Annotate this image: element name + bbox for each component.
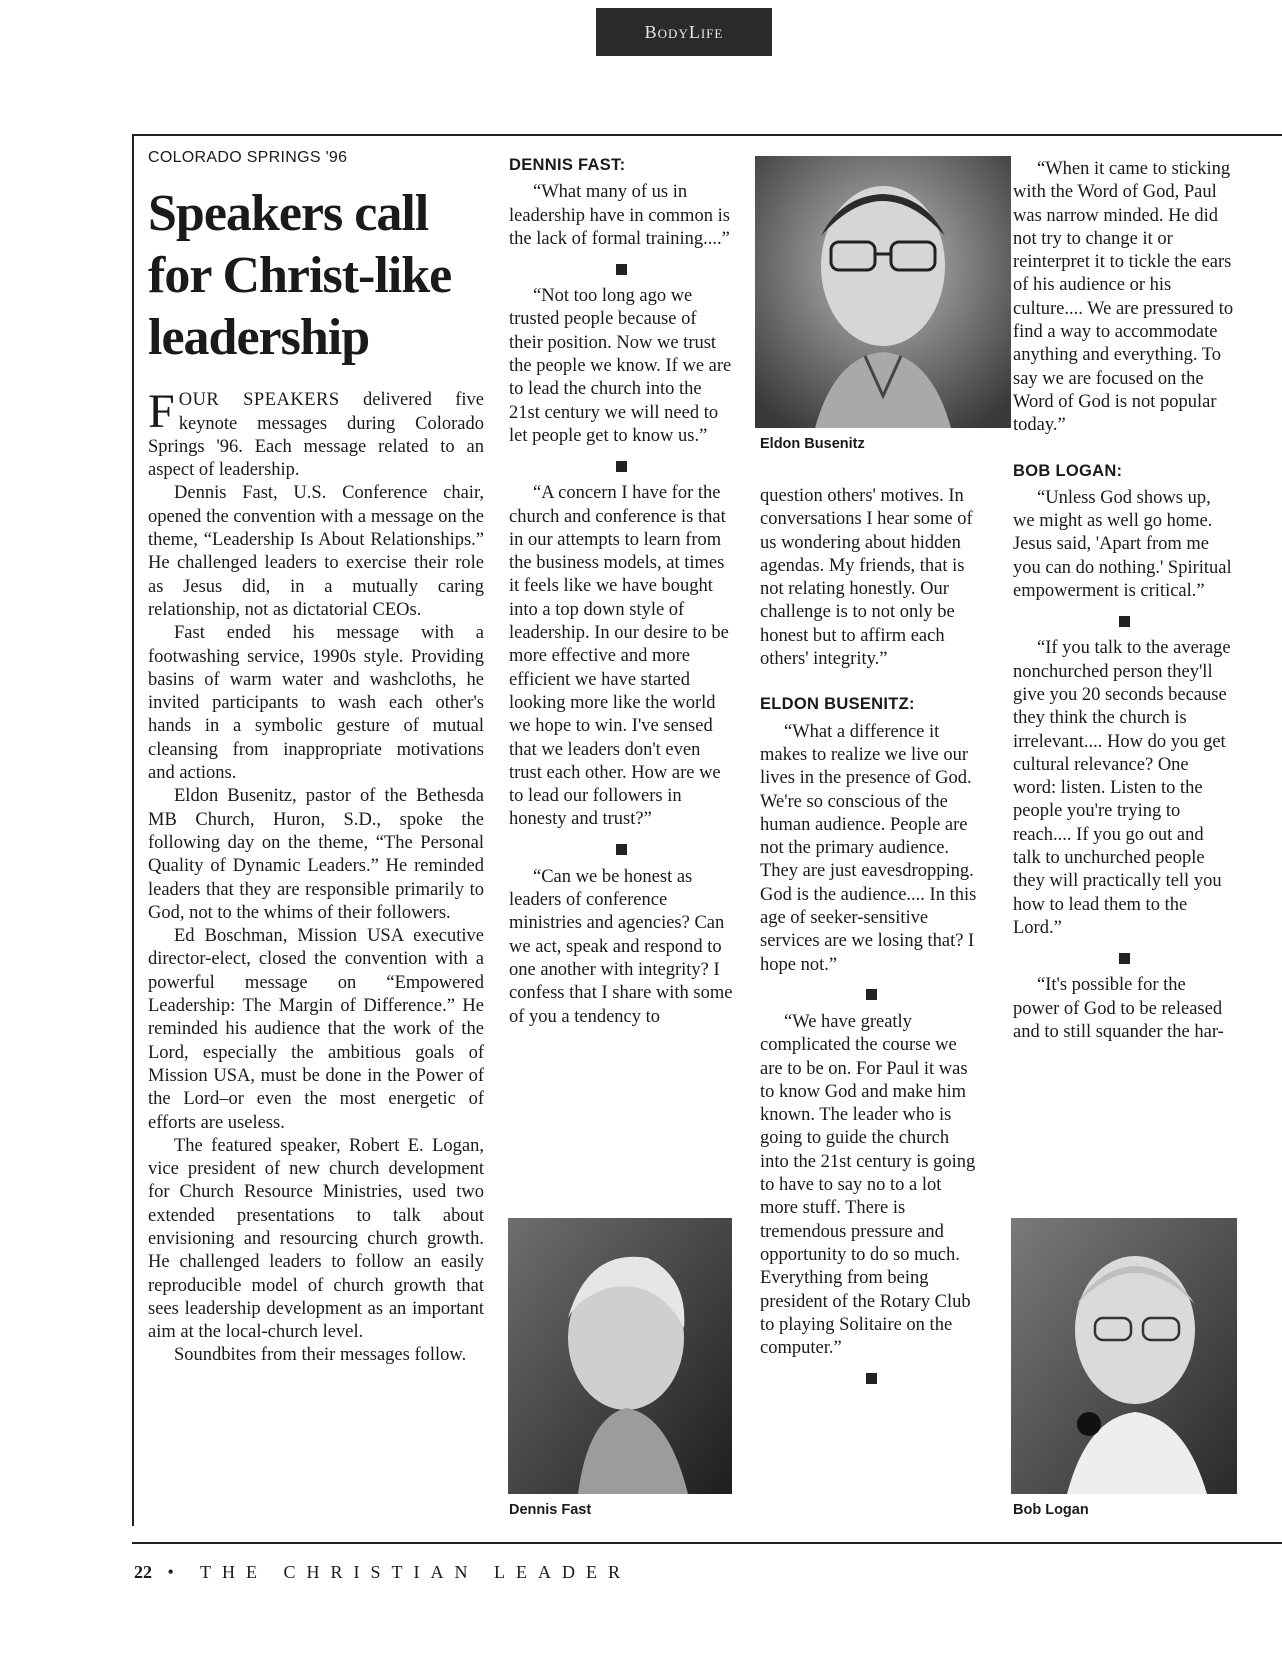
publication-name: THE CHRISTIAN LEADER <box>200 1562 631 1582</box>
quote: “Can we be honest as leaders of conference ministries and agencies? Can we act, speak and respond to one another with integrity? I confess that I share with some of you a tendency to <box>509 866 733 1027</box>
separator-bullet <box>509 832 733 866</box>
quote: “Unless God shows up, we might as well go home. Jesus said, 'Apart from me you can do nothing.' Spiritual empowerment is critical.” <box>1013 487 1232 602</box>
quote: “What a difference it makes to realize we live our lives in the presence of God. We're so conscious of the human audience. People are not the primary audience. They are just eavesdropping. God is the audience.... In this age of seeker-sensitive services are we losing that? I hope not.” <box>760 721 977 975</box>
speaker-heading-dennis: DENNIS FAST: <box>509 156 626 174</box>
caption-dennis: Dennis Fast <box>509 1502 592 1518</box>
separator-bullet <box>509 448 733 482</box>
footer-bullet: • <box>167 1562 185 1582</box>
photo-eldon-busenitz <box>755 156 1011 428</box>
intro-text: delivered five keynote messages during Colorado Springs '96. Each message related to an aspect of leadership. <box>148 390 484 481</box>
article-column-1 <box>148 146 484 1368</box>
quote: “A concern I have for the church and conference is that in our attempts to learn from the business models, at times it feels like we have bought into a top down style of leadership. In our desire to be more effective and more efficient we have started looking more like the world we hope to win. I've sensed that we leaders don't even trust each other. How are we to lead our followers in honesty and trust?” <box>509 483 729 830</box>
body-paragraph: Dennis Fast, U.S. Conference chair, opened the convention with a message on the theme, “Leadership Is About Relationships.” He challenged leaders to exercise their role as Jesus did, in a mutually caring relationship, not as dictatorial CEOs. <box>148 483 484 620</box>
drop-cap: F <box>148 385 175 439</box>
quote: “We have greatly complicated the course we are to be on. For Paul it was to know God and make him known. The leader who is going to guide the church into the 21st century is going to have to say no to a lot more stuff. There is tremendous pressure and opportunity to do so much. Everything from being president of the Rotary Club to playing Solitaire on the computer.” <box>760 1011 976 1359</box>
page-footer <box>134 1562 631 1583</box>
article-column-4 <box>1013 158 1235 1044</box>
separator-bullet <box>760 977 982 1011</box>
headline: Speakers call for Christ-like leadership <box>148 185 452 367</box>
body-paragraph: Fast ended his message with a footwashing service, 1990s style. Providing basins of warm water and washcloths, he invited participants to wash each other's hands in a symbolic gesture of mutual cleansing from inappropriate motivations and actions. <box>148 623 484 784</box>
body-paragraph: The featured speaker, Robert E. Logan, vice president of new church development for Church Resource Ministries, used two extended presentations to talk about envisioning and resourcing church growth. He challenged leaders to follow an easily reproducible model of church growth that sees leadership development as an important aim at the local-church level. <box>148 1135 484 1343</box>
article-column-2 <box>509 154 733 1029</box>
article-column-3 <box>760 485 982 1394</box>
body-paragraph: Soundbites from their messages follow. <box>174 1345 467 1366</box>
caption-eldon: Eldon Busenitz <box>760 436 865 452</box>
section-label: BodyLife <box>644 21 724 42</box>
left-rule <box>132 134 134 1526</box>
speaker-heading-bob: BOB LOGAN: <box>1013 461 1123 480</box>
separator-bullet <box>1013 603 1235 637</box>
quote: “What many of us in leadership have in common is the lack of formal training....” <box>509 182 730 249</box>
photo-dennis-fast <box>508 1218 732 1494</box>
quote: “It's possible for the power of God to be released and to still squander the har- <box>1013 975 1224 1042</box>
top-rule <box>132 134 1282 136</box>
separator-bullet <box>760 1360 982 1394</box>
intro-paragraph <box>148 385 484 482</box>
caption-bob: Bob Logan <box>1013 1502 1089 1518</box>
photo-bob-logan <box>1011 1218 1237 1494</box>
body-paragraph: Eldon Busenitz, pastor of the Bethesda MB Church, Huron, S.D., spoke the following day on the theme, “The Personal Quality of Dynamic Leaders.” He reminded leaders that they are responsible primarily to God, not to the whims of their followers. <box>148 786 484 923</box>
speaker-heading-eldon: ELDON BUSENITZ: <box>760 695 915 714</box>
body-paragraph: Ed Boschman, Mission USA executive director-elect, closed the convention with a powerful message on “Empowered Leadership: The Margin of Difference.” He reminded his audience that the work of the Lord, especially the ambitious goals of Mission USA, must be done in the Power of the Lord–or even the most energetic of efforts are useless. <box>148 926 484 1133</box>
separator-bullet <box>1013 940 1235 974</box>
quote: “If you talk to the average nonchurched person they'll give you 20 seconds because they think the church is irrelevant.... How do you get cultural relevance? One word: listen. Listen to the people you're trying to reach.... If you go out and talk to unchurched people they will practically tell you how to lead them to the Lord.” <box>1013 638 1231 938</box>
quote: “Not too long ago we trusted people because of their position. Now we trust the people we know. If we are to lead the church into the 21st century we will need to let people get to know us.” <box>509 286 732 446</box>
quote-continuation: question others' motives. In conversations I hear some of us wondering about hidden agendas. My friends, that is not relating honestly. Our challenge is to not only be honest but to affirm each others' integrity.” <box>760 486 973 670</box>
bottom-rule <box>132 1542 1282 1544</box>
quote: “When it came to sticking with the Word of God, Paul was narrow minded. He did not try to change it or reinterpret it to tickle the ears of his audience or his culture.... We are pressured to find a way to accommodate anything and everything. To say we are focused on the Word of God is not popular today.” <box>1013 159 1234 436</box>
separator-bullet <box>509 251 733 285</box>
intro-caps: OUR SPEAKERS <box>178 390 340 411</box>
section-tab <box>596 8 772 56</box>
page-number: 22 <box>134 1562 152 1582</box>
kicker: COLORADO SPRINGS '96 <box>148 149 348 166</box>
